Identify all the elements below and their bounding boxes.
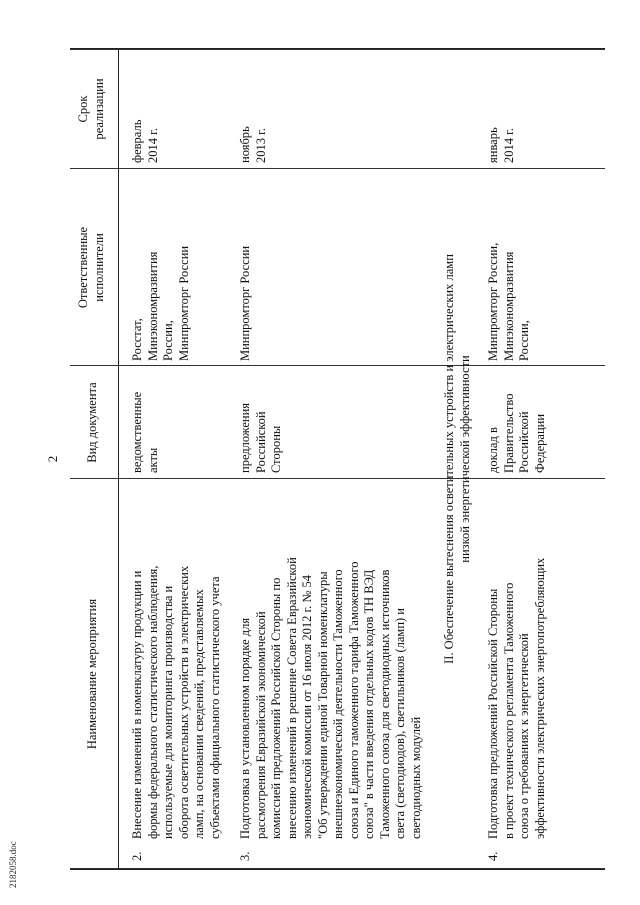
row-name-line: ламп, на основании сведений, представляемых: [192, 589, 206, 839]
row-term-line: ноябрь: [238, 126, 252, 163]
row-name-line: эффективности электрических энергопотребляющих: [532, 557, 547, 839]
table-border-bottom: [70, 49, 605, 50]
row-term-line: февраль: [130, 119, 144, 163]
row-name-line: союза и Единого таможенного тарифа Таможенного: [346, 561, 361, 839]
row-type-line: Российской: [517, 411, 531, 473]
header-executors-line-1: Ответственные: [76, 226, 90, 309]
row-type-line: предложения: [238, 402, 252, 473]
row-number: 2.: [130, 851, 144, 861]
row-name-line: "Об утверждении единой Товарной номенклатуры: [315, 571, 330, 839]
row-executors-line: Минпромторг России: [238, 245, 252, 361]
header-term-line-1: Срок: [76, 95, 90, 123]
row-name-line: экономической комиссии от 16 июля 2012 г. № 54: [300, 575, 314, 839]
row-type-line: акты: [145, 447, 160, 473]
row-term-line: 2013 г.: [253, 128, 268, 163]
row-name-line: Внесение изменений в номенклатуру продукции и: [130, 570, 144, 839]
row-name-line: Подготовка предложений Российской Стороны: [486, 588, 500, 839]
row-type-line: Правительство: [501, 393, 516, 473]
header-name: Наименование мероприятия: [85, 598, 99, 750]
measures-table: [70, 48, 605, 870]
row-executors-line: России,: [161, 320, 175, 361]
section-heading-line: II. Обеспечение вытеснения осветительных устройств и электрических ламп: [442, 254, 456, 664]
row-name-line: в проект технического регламента Таможенного: [501, 582, 516, 839]
row-name-line: комиссией предложений Российской Стороны по: [269, 577, 283, 839]
row-type-line: Стороны: [269, 425, 283, 473]
row-name-line: Подготовка в установленном порядке для: [238, 617, 252, 839]
row-number: 4.: [486, 851, 500, 861]
row-type-line: ведомственные: [130, 391, 144, 473]
row-type-line: Российской: [253, 411, 268, 473]
row-type-line: доклад в: [486, 427, 500, 473]
rotated-table-page: [70, 50, 605, 870]
row-term-line: 2014 г.: [145, 128, 160, 163]
row-name-line: светодиодных модулей: [408, 716, 423, 839]
row-executors-line: Минпромторг России: [176, 245, 191, 361]
row-name-line: Таможенного союза для светодиодных источников: [377, 569, 392, 839]
row-name-line: рассмотрения Евразийской экономической: [253, 611, 268, 839]
row-name-line: внесению изменений в решение Совета Евразийской: [284, 557, 299, 839]
row-name-line: света (светодиодов), светильников (ламп) и: [393, 608, 407, 839]
row-executors-line: Росстат,: [130, 318, 144, 361]
row-executors-line: Минпромторг России,: [486, 242, 500, 361]
header-type: Вид документа: [85, 382, 99, 463]
row-name-line: оборота осветительных устройств и электрических: [176, 565, 191, 839]
header-term-line-2: реализации: [92, 78, 106, 140]
row-name-line: союза" в части введения отдельных кодов ТН ВЭД: [362, 569, 376, 839]
row-executors-line: России,: [517, 320, 531, 361]
row-type-line: Федерации: [532, 413, 547, 473]
header-executors-line-2: исполнители: [92, 233, 106, 302]
document-id: 2182058.doc: [8, 841, 18, 888]
row-name-line: субъектами официального статистического учета: [207, 576, 222, 839]
page-number: 2: [45, 455, 60, 463]
row-executors-line: Минэкономразвития: [145, 251, 160, 361]
table-border-top: [70, 868, 605, 869]
column-separator-name-type: [70, 478, 605, 479]
section-heading-line: низкой энергетической эффективности: [458, 355, 472, 563]
row-term-line: 2014 г.: [501, 128, 516, 163]
row-name-line: внешнеэкономической деятельности Таможенного: [331, 569, 345, 839]
header-separator: [118, 49, 119, 869]
column-separator-executors-term: [70, 168, 605, 169]
row-name-line: используемые для мониторинга производства и: [161, 585, 175, 839]
row-name-line: союза о требованиях к энергетической: [517, 633, 531, 839]
row-name-line: формы федерального статистического наблюдения,: [145, 565, 160, 839]
row-number: 3.: [238, 851, 252, 861]
row-term-line: январь: [486, 127, 500, 163]
row-executors-line: Минэкономразвития: [501, 251, 516, 361]
